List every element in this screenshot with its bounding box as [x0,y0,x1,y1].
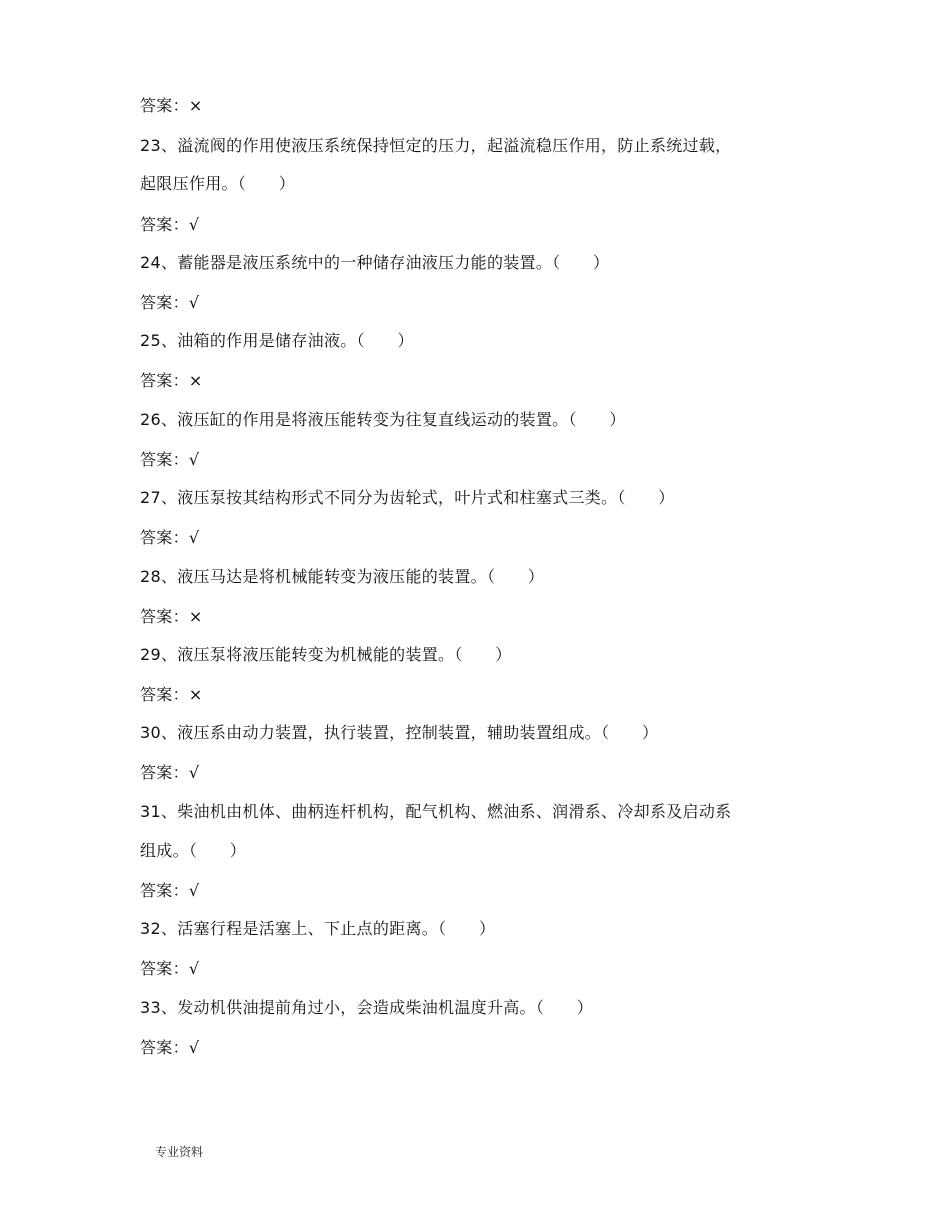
answer-22: 答案：× [140,96,203,115]
page-footer: 专业资料 [155,1145,204,1159]
question-31-line-1: 31、柴油机由机体、曲柄连杆机构，配气机构、燃油系、润滑系、冷却系及启动系 [140,802,732,821]
answer-28: 答案：× [140,607,203,626]
answer-26: 答案：√ [140,450,200,469]
answer-24: 答案：√ [140,293,200,312]
answer-32: 答案：√ [140,959,200,978]
question-33: 33、发动机供油提前角过小，会造成柴油机温度升高。（ ） [140,998,594,1017]
question-27: 27、液压泵按其结构形式不同分为齿轮式，叶片式和柱塞式三类。（ ） [140,488,675,507]
question-26: 26、液压缸的作用是将液压能转变为往复直线运动的装置。（ ） [140,410,626,429]
question-23-line-2: 起限压作用。（ ） [140,174,296,193]
answer-23: 答案：√ [140,215,200,234]
question-31-line-2: 组成。（ ） [140,841,247,860]
question-28: 28、液压马达是将机械能转变为液压能的装置。（ ） [140,567,545,586]
answer-30: 答案：√ [140,763,200,782]
answer-29: 答案：× [140,685,203,704]
question-24: 24、蓄能器是液压系统中的一种储存油液压力能的装置。（ ） [140,253,610,272]
answer-27: 答案：√ [140,528,200,547]
question-29: 29、液压泵将液压能转变为机械能的装置。（ ） [140,645,512,664]
answer-33: 答案：√ [140,1038,200,1057]
question-23-line-1: 23、溢流阀的作用使液压系统保持恒定的压力，起溢流稳压作用，防止系统过载， [140,136,732,155]
answer-31: 答案：√ [140,881,200,900]
question-25: 25、油箱的作用是储存油液。（ ） [140,331,414,350]
question-32: 32、活塞行程是活塞上、下止点的距离。（ ） [140,919,496,938]
question-30: 30、液压系由动力装置，执行装置，控制装置，辅助装置组成。（ ） [140,723,659,742]
answer-25: 答案：× [140,371,203,390]
